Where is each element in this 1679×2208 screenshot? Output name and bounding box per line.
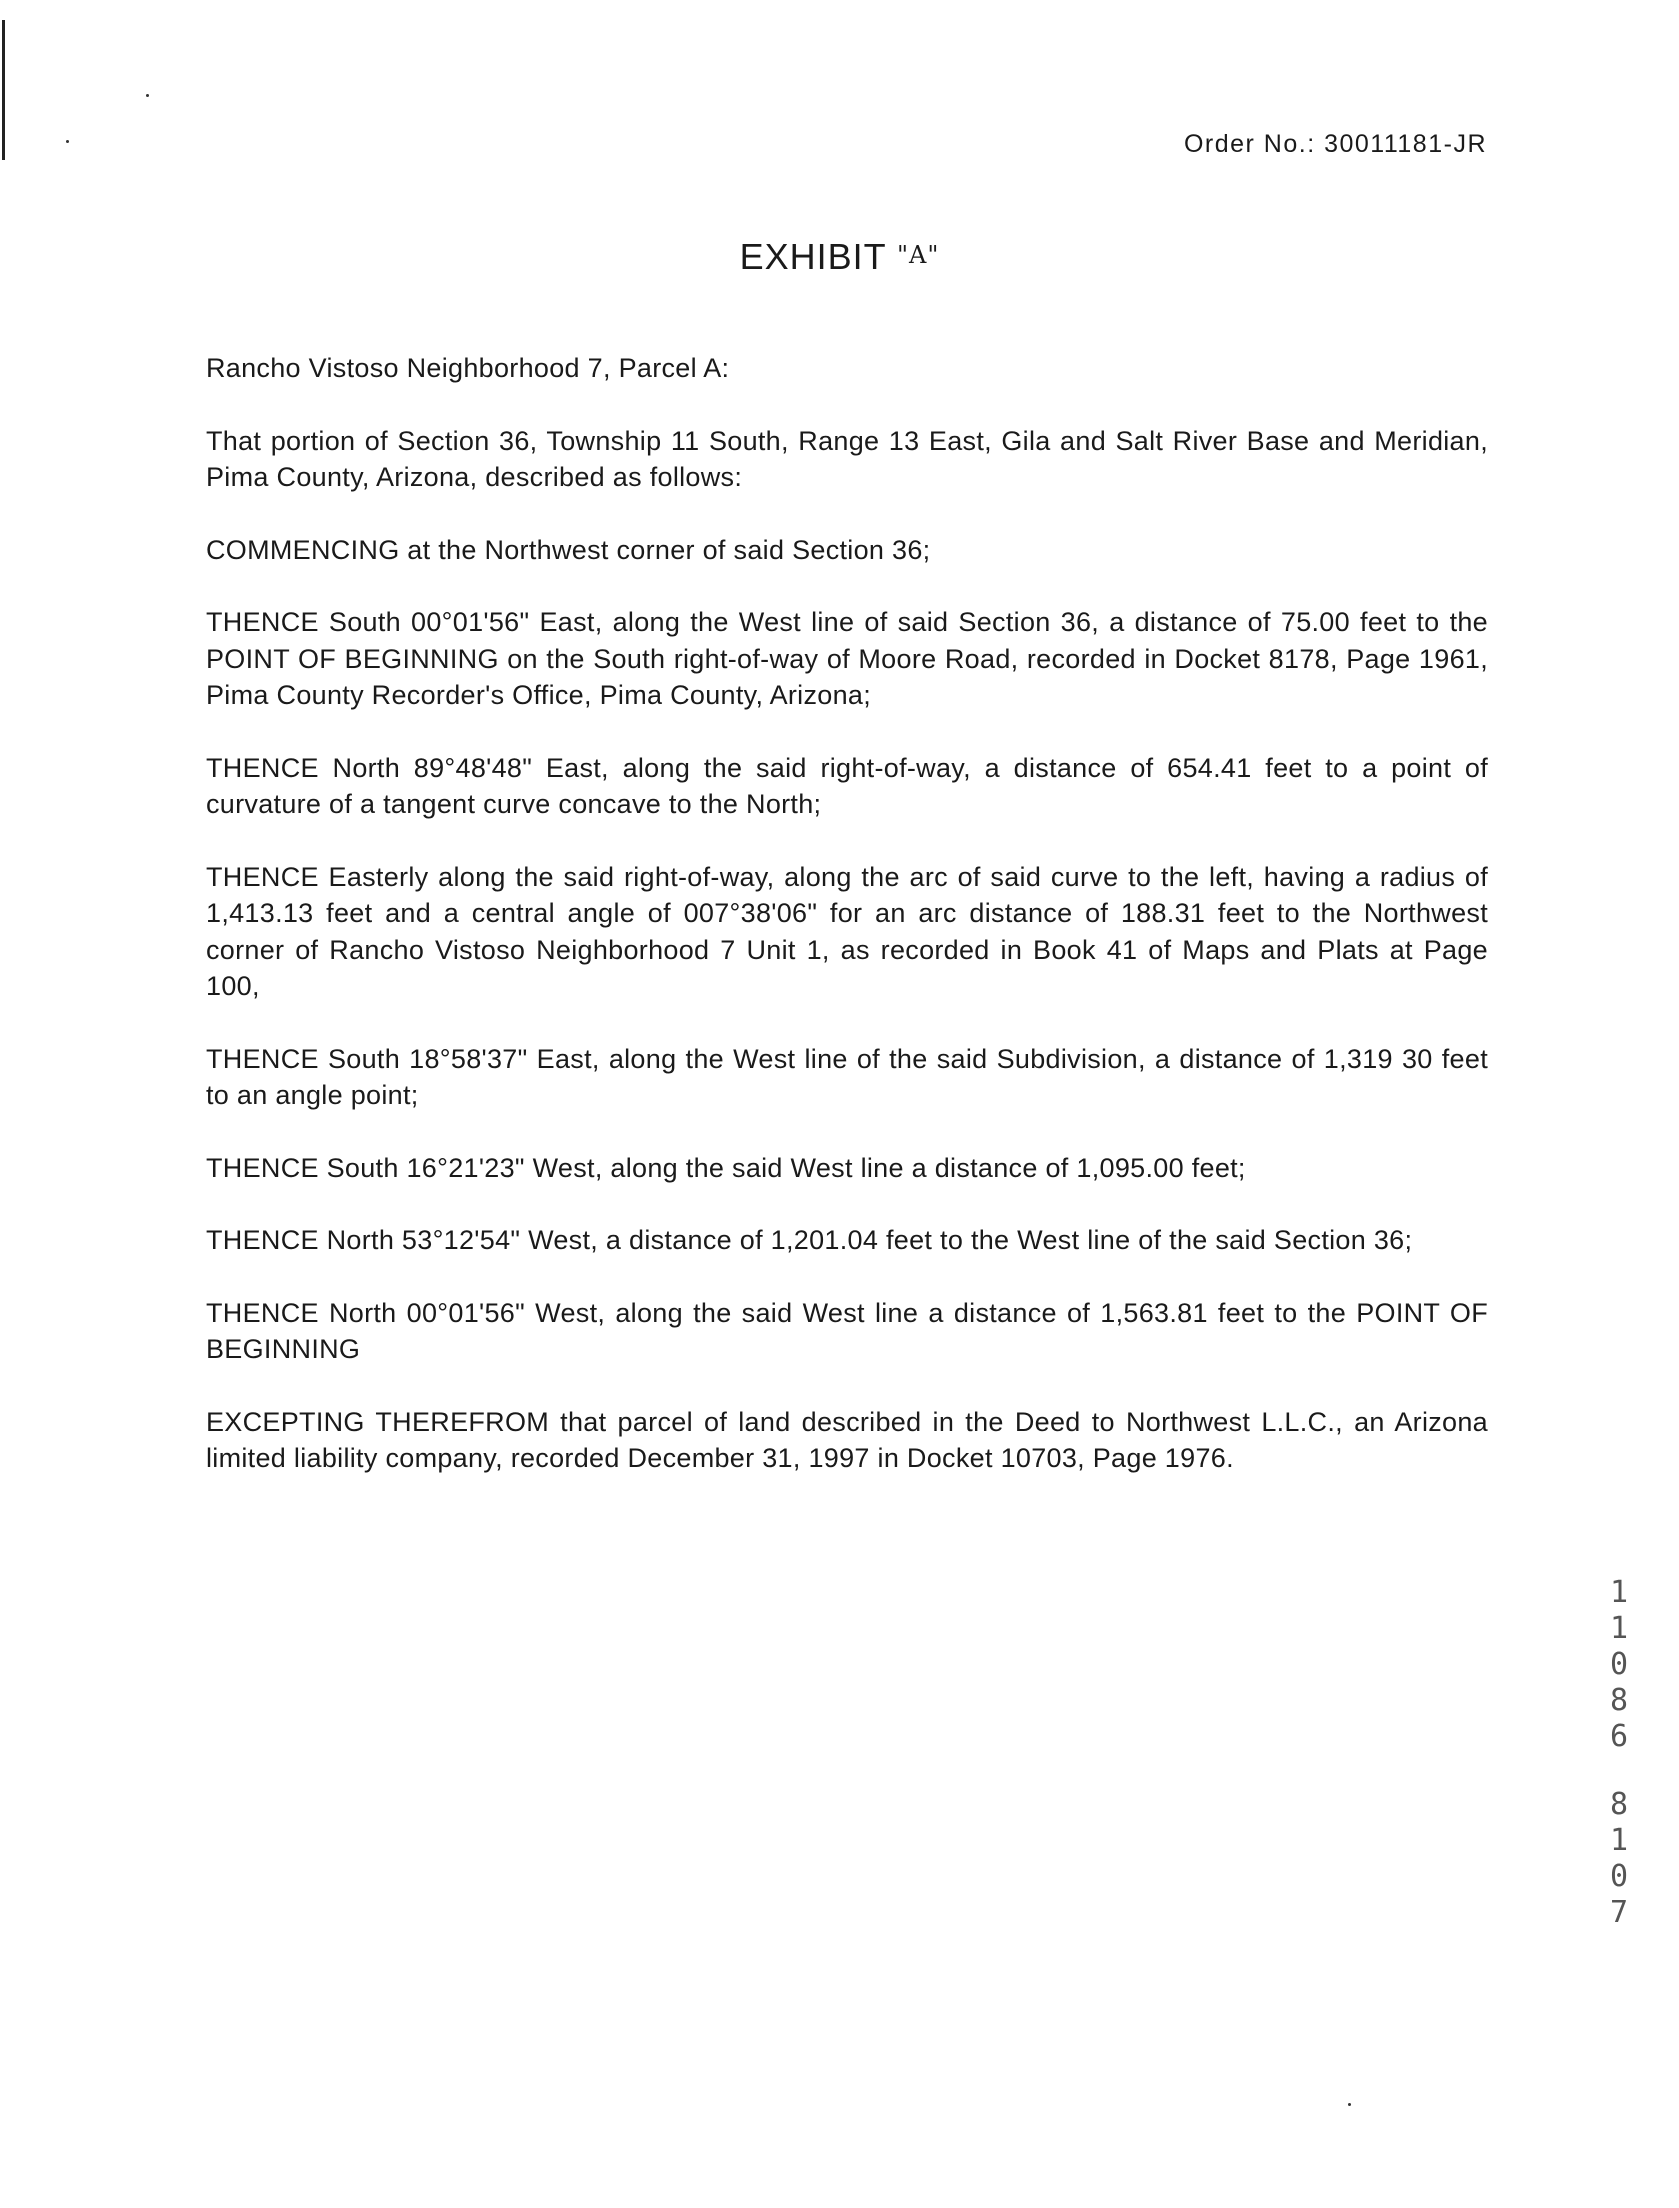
- paragraph: THENCE South 18°58'37" East, along the West line of the said Subdivision, a distance of 1,319 30 feet to an angle point;: [206, 1043, 1488, 1110]
- exhibit-title-mark: "A": [896, 241, 940, 269]
- paragraph: THENCE Easterly along the said right-of-way, along the arc of said curve to the left, having a radius of 1,413.13 feet and a central angle of 007°38'06" for an arc distance of 188.31 feet to the Northwest corner of Rancho Vistoso Neighborhood 7 Unit 1, as recorded in Book 41 of Maps and Plats at Page 100,: [206, 861, 1488, 1001]
- stamp-digit: 7: [1609, 1895, 1629, 1930]
- stamp-bottom-group: [1604, 1787, 1634, 1934]
- recording-stamp: [1604, 1575, 1634, 1934]
- paragraph: COMMENCING at the Northwest corner of said Section 36;: [206, 534, 931, 565]
- stamp-top-group: [1604, 1575, 1634, 1758]
- scan-speck: [66, 140, 69, 143]
- paragraph: THENCE North 89°48'48" East, along the said right-of-way, a distance of 654.41 feet to a point of curvature of a tangent curve concave to the North;: [206, 752, 1488, 819]
- legal-description: [206, 350, 1488, 1513]
- exhibit-title: [0, 236, 1679, 278]
- stamp-digit: 6: [1609, 1719, 1629, 1754]
- order-number: Order No.: 30011181-JR: [1183, 130, 1487, 158]
- exhibit-title-text: EXHIBIT: [739, 236, 886, 277]
- paragraph: THENCE South 16°21'23" West, along the said West line a distance of 1,095.00 feet;: [206, 1152, 1246, 1183]
- scan-speck: [1348, 2103, 1351, 2106]
- stamp-digit: 1: [1609, 1575, 1629, 1610]
- stamp-digit: 1: [1609, 1823, 1629, 1858]
- scan-edge-mark: [2, 20, 5, 160]
- paragraph: THENCE North 53°12'54" West, a distance of 1,201.04 feet to the West line of the said Section 36;: [206, 1225, 1413, 1255]
- paragraph: THENCE South 00°01'56" East, along the West line of said Section 36, a distance of 75.00 feet to the POINT OF BEGINNING on the South right-of-way of Moore Road, recorded in Docket 8178, Page 1961, Pima County Recorder's Office, Pima County, Arizona;: [206, 607, 1488, 710]
- stamp-digit: 8: [1609, 1683, 1629, 1718]
- stamp-digit: 1: [1609, 1611, 1629, 1646]
- parcel-heading: Rancho Vistoso Neighborhood 7, Parcel A:: [206, 353, 730, 383]
- stamp-digit: 8: [1609, 1787, 1629, 1822]
- scan-speck: [146, 94, 149, 97]
- paragraph: That portion of Section 36, Township 11 South, Range 13 East, Gila and Salt River Base and Meridian, Pima County, Arizona, described as follows:: [206, 425, 1488, 492]
- stamp-digit: 0: [1609, 1859, 1629, 1894]
- stamp-digit: 0: [1609, 1647, 1629, 1682]
- paragraph: EXCEPTING THEREFROM that parcel of land described in the Deed to Northwest L.L.C., an Arizona limited liability company, recorded December 31, 1997 in Docket 10703, Page 1976.: [206, 1406, 1488, 1473]
- paragraph: THENCE North 00°01'56" West, along the said West line a distance of 1,563.81 feet to the POINT OF BEGINNING: [206, 1297, 1488, 1364]
